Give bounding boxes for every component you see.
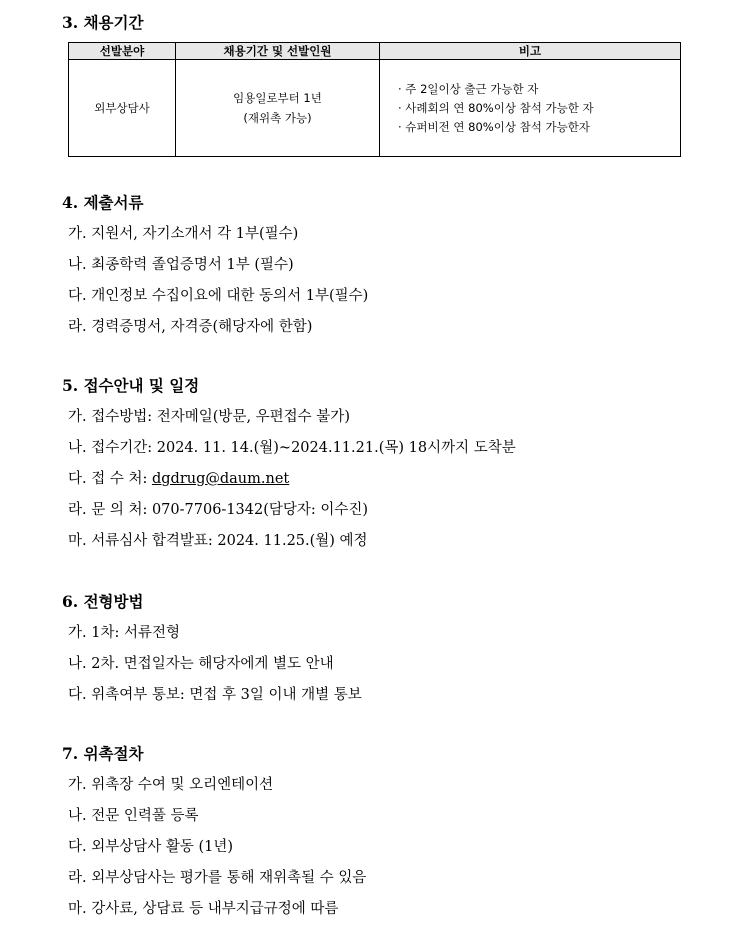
- procedure-item-3: 다. 외부상담사 활동 (1년): [68, 839, 234, 855]
- header-period: 채용기간 및 선발인원: [176, 43, 380, 60]
- doc-item-2: 나. 최종학력 졸업증명서 1부 (필수): [68, 257, 294, 273]
- apply-item-4: 라. 문 의 처: 070-7706-1342(담당자: 이수진): [68, 502, 369, 518]
- email-link[interactable]: dgdrug@daum.net: [151, 471, 290, 487]
- note-line-3: · 슈퍼비전 연 80%이상 참석 가능한자: [398, 119, 590, 134]
- table-row: [69, 60, 681, 157]
- section-7-heading: 7. 위촉절차: [62, 744, 144, 763]
- apply-item-3: [68, 467, 289, 488]
- apply-item-2: 나. 접수기간: 2024. 11. 14.(월)~2024.11.21.(목) 18시까지 도착분: [68, 440, 516, 456]
- cell-notes: [380, 60, 681, 157]
- period-line-1: 임용일로부터 1년: [233, 91, 322, 105]
- procedure-item-1: 가. 위촉장 수여 및 오리엔테이션: [68, 777, 274, 793]
- table-header-row: [69, 43, 681, 60]
- selection-item-2: 나. 2차. 면접일자는 해당자에게 별도 안내: [68, 656, 334, 672]
- selection-item-1: 가. 1차: 서류전형: [68, 625, 180, 641]
- recruitment-table: [68, 42, 681, 157]
- section-6-heading: 6. 전형방법: [62, 592, 144, 611]
- section-5-heading: 5. 접수안내 및 일정: [62, 376, 200, 395]
- cell-field: 외부상담사: [69, 60, 176, 157]
- header-notes: 비고: [380, 43, 681, 60]
- period-line-2: (재위촉 가능): [243, 111, 312, 125]
- selection-item-3: 다. 위촉여부 통보: 면접 후 3일 이내 개별 통보: [68, 687, 362, 703]
- doc-item-4: 라. 경력증명서, 자격증(해당자에 한함): [68, 319, 313, 335]
- procedure-item-4: 라. 외부상담사는 평가를 통해 재위촉될 수 있음: [68, 870, 367, 886]
- procedure-item-2: 나. 전문 인력풀 등록: [68, 808, 199, 824]
- apply-item-1: 가. 접수방법: 전자메일(방문, 우편접수 불가): [68, 409, 350, 425]
- section-4-heading: 4. 제출서류: [62, 193, 144, 212]
- note-line-1: · 주 2일이상 출근 가능한 자: [398, 81, 539, 96]
- apply-item-5: 마. 서류심사 합격발표: 2024. 11.25.(월) 예정: [68, 533, 368, 549]
- section-3-heading: 3. 채용기간: [62, 13, 144, 32]
- doc-item-3: 다. 개인정보 수집이요에 대한 동의서 1부(필수): [68, 288, 369, 304]
- procedure-item-5: 마. 강사료, 상담료 등 내부지급규정에 따름: [68, 901, 339, 917]
- note-line-2: · 사례회의 연 80%이상 참석 가능한 자: [398, 100, 594, 115]
- doc-item-1: 가. 지원서, 자기소개서 각 1부(필수): [68, 226, 299, 242]
- header-field: 선발분야: [69, 43, 176, 60]
- cell-period: [176, 60, 380, 157]
- apply-item-3-label: 다. 접 수 처:: [68, 471, 152, 487]
